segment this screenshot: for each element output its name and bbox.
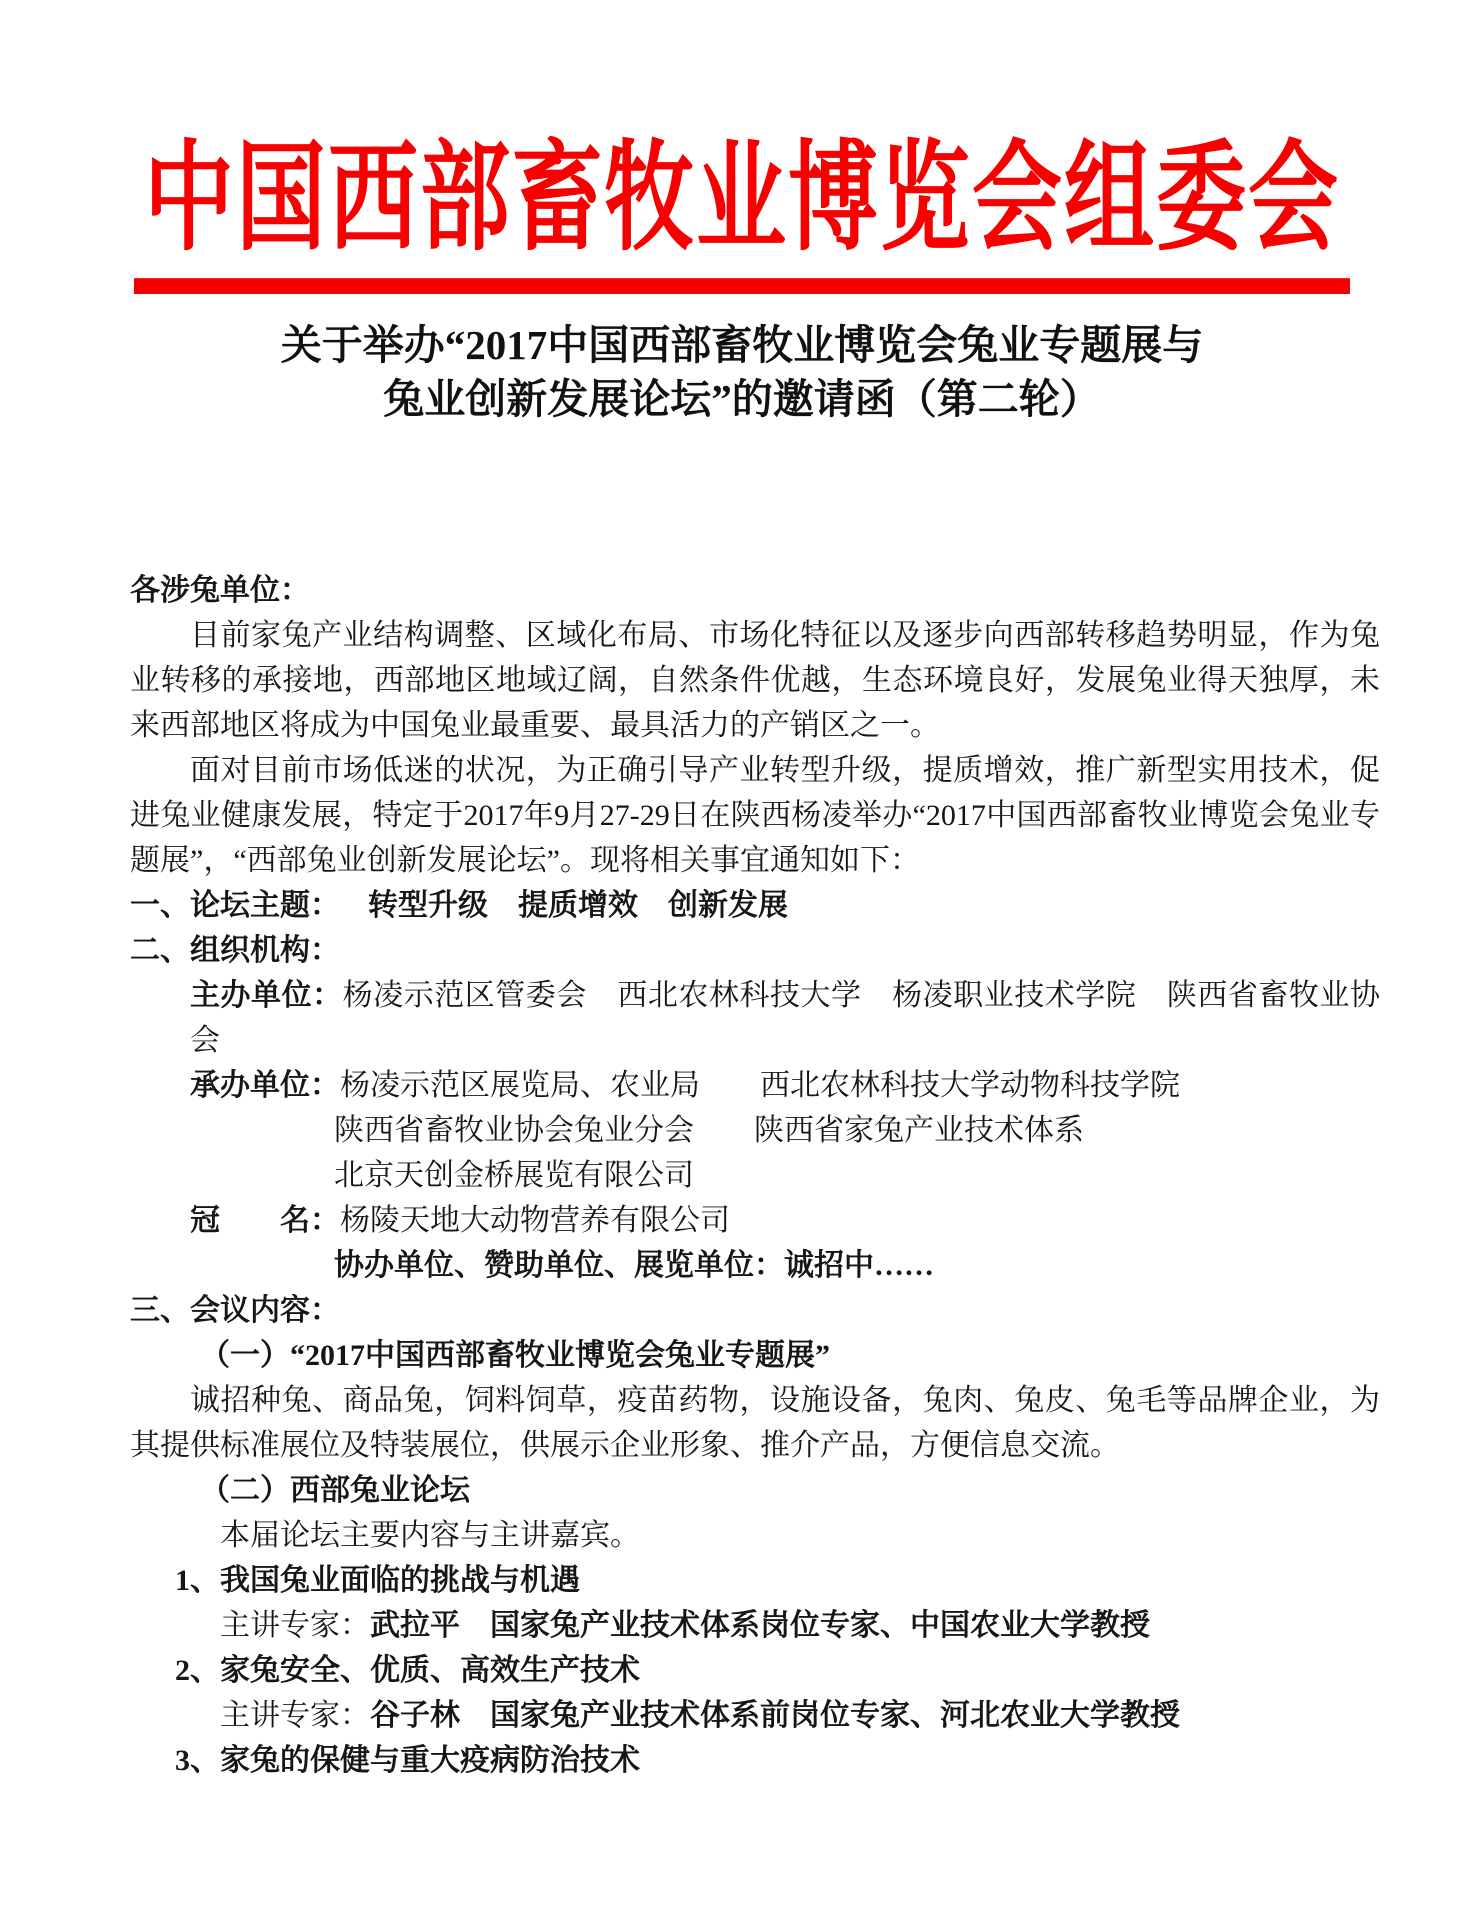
topic-1-speaker-row — [130, 1603, 1380, 1648]
organizer-units-value-1: 杨凌示范区展览局、农业局 西北农林科技大学动物科技学院 — [340, 1069, 1180, 1102]
subsection-1-body: 诚招种兔、商品兔，饲料饲草，疫苗药物，设施设备，兔肉、兔皮、兔毛等品牌企业，为其提供标准展位及特装展位，供展示企业形象、推介产品，方便信息交流。 — [130, 1384, 1380, 1462]
subsection-2-intro: 本届论坛主要内容与主讲嘉宾。 — [220, 1519, 640, 1552]
topic-2-speaker-row — [130, 1693, 1380, 1738]
document-title-line-1: 关于举办“2017中国西部畜牧业博览会兔业专题展与 — [280, 322, 1204, 368]
organizer-units-label: 承办单位： — [190, 1069, 340, 1102]
organizer-units-value-3: 北京天创金桥展览有限公司 — [334, 1159, 694, 1192]
document-title-line-2: 兔业创新发展论坛”的邀请函（第二轮） — [383, 376, 1101, 422]
topic-1-title: 1、我国兔业面临的挑战与机遇 — [175, 1564, 580, 1597]
naming-sponsor-value: 杨陵天地大动物营养有限公司 — [340, 1204, 730, 1237]
letterhead-title: 中国西部畜牧业博览会组委会 — [134, 141, 1350, 294]
document-title — [0, 318, 1484, 426]
section-1-content: 转型升级 提质增效 创新发展 — [368, 889, 788, 922]
organizer-units-row — [130, 1063, 1380, 1108]
topic-1-speaker-label: 主讲专家： — [220, 1609, 370, 1642]
section-1-heading — [130, 883, 1380, 928]
subsection-1-heading: （一）“2017中国西部畜牧业博览会兔业专题展” — [200, 1339, 830, 1372]
topic-1-speaker-value: 武拉平 国家兔产业技术体系岗位专家、中国农业大学教授 — [370, 1609, 1150, 1642]
host-units-row — [130, 973, 1380, 1063]
host-units-label: 主办单位： — [190, 979, 343, 1012]
topic-2-title: 2、家兔安全、优质、高效生产技术 — [175, 1654, 640, 1687]
topic-3-title: 3、家兔的保健与重大疫病防治技术 — [175, 1744, 640, 1777]
recruiting-note: 协办单位、赞助单位、展览单位：诚招中…… — [334, 1249, 934, 1282]
intro-paragraph-1: 目前家兔产业结构调整、区域化布局、市场化特征以及逐步向西部转移趋势明显，作为兔业转移的承接地，西部地区地域辽阔，自然条件优越，生态环境良好，发展兔业得天独厚，未来西部地区将成为中国兔业最重要、最具活力的产销区之一。 — [130, 619, 1380, 742]
topic-2-speaker-label: 主讲专家： — [220, 1699, 370, 1732]
section-3-heading: 三、会议内容： — [130, 1294, 340, 1327]
naming-sponsor-label: 冠 名： — [190, 1204, 340, 1237]
section-1-label: 一、论坛主题： — [130, 889, 340, 922]
organizer-units-value-2: 陕西省畜牧业协会兔业分会 陕西省家兔产业技术体系 — [334, 1114, 1084, 1147]
subsection-2-heading: （二）西部兔业论坛 — [200, 1474, 470, 1507]
topic-2-speaker-value: 谷子林 国家兔产业技术体系前岗位专家、河北农业大学教授 — [370, 1699, 1180, 1732]
document-body — [130, 568, 1380, 1783]
letterhead — [0, 0, 1484, 294]
host-units-value: 杨凌示范区管委会 西北农林科技大学 杨凌职业技术学院 陕西省畜牧业协会 — [190, 979, 1381, 1057]
salutation: 各涉兔单位： — [130, 574, 310, 607]
naming-sponsor-row — [130, 1198, 1380, 1243]
intro-paragraph-2: 面对目前市场低迷的状况，为正确引导产业转型升级，提质增效，推广新型实用技术，促进兔业健康发展，特定于2017年9月27-29日在陕西杨凌举办“2017中国西部畜牧业博览会兔业专题展”，“西部兔业创新发展论坛”。现将相关事宜通知如下： — [130, 754, 1380, 877]
section-2-heading: 二、组织机构： — [130, 934, 340, 967]
